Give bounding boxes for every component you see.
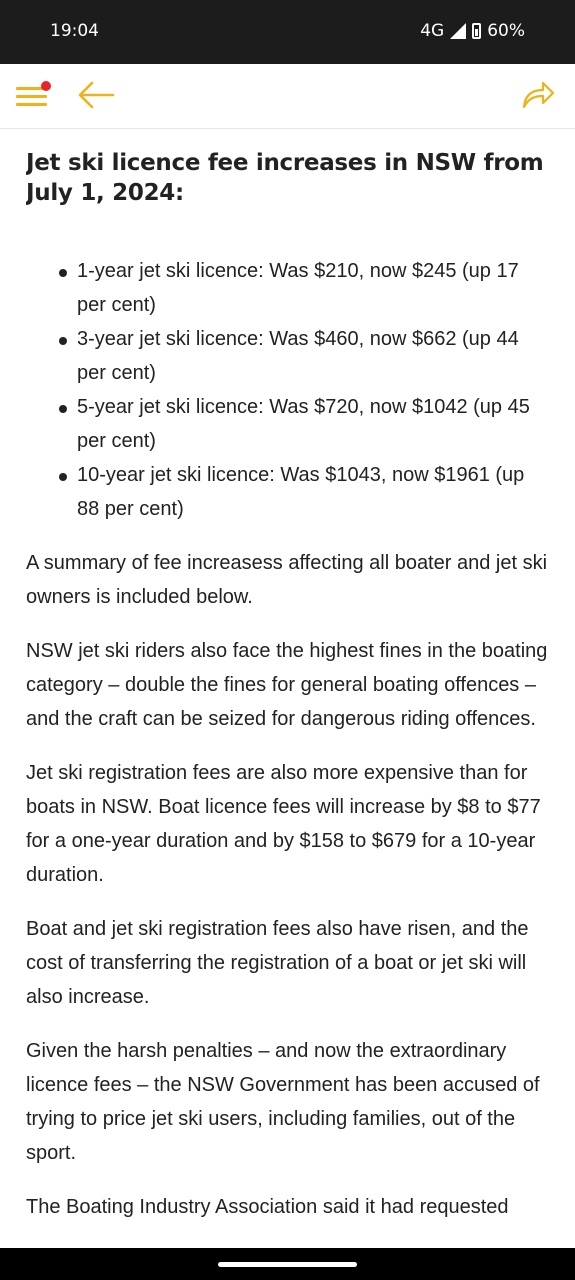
list-item: 1-year jet ski licence: Was $210, now $245 (up 17 per cent)	[77, 254, 550, 322]
status-bar	[0, 0, 575, 64]
list-item: 3-year jet ski licence: Was $460, now $662 (up 44 per cent)	[77, 322, 550, 390]
paragraph: NSW jet ski riders also face the highest fines in the boating category – double the fines for general boating offences – and the craft can be seized for dangerous riding offences.	[26, 640, 548, 730]
navigation-bar	[0, 1248, 575, 1280]
hamburger-line	[16, 95, 47, 98]
list-item: 10-year jet ski licence: Was $1043, now $1961 (up 88 per cent)	[77, 458, 550, 526]
status-indicators	[420, 21, 525, 41]
menu-button[interactable]	[16, 80, 48, 112]
list-item: 5-year jet ski licence: Was $720, now $1042 (up 45 per cent)	[77, 390, 550, 458]
article-body	[26, 148, 550, 1248]
share-arrow-icon	[521, 80, 555, 110]
paragraph: A summary of fee increasess affecting all boater and jet ski owners is included below.	[26, 552, 548, 608]
battery-level: 60%	[487, 21, 525, 41]
article-heading: Jet ski licence fee increases in NSW from July 1, 2024:	[26, 150, 544, 206]
paragraph: Boat and jet ski registration fees also have risen, and the cost of transferring the registration of a boat or jet ski will also increase.	[26, 918, 529, 1008]
hamburger-line	[16, 103, 47, 106]
signal-icon	[450, 23, 466, 39]
status-time: 19:04	[50, 21, 99, 41]
paragraph: The Boating Industry Association said it had requested	[26, 1196, 509, 1218]
paragraph: Given the harsh penalties – and now the extraordinary licence fees – the NSW Government has been accused of trying to price jet ski users, including families, out of the sport.	[26, 1040, 540, 1164]
paragraph: Jet ski registration fees are also more expensive than for boats in NSW. Boat licence fees will increase by $8 to $77 for a one-year duration and by $158 to $679 for a 10-year duration.	[26, 762, 541, 886]
battery-icon	[472, 23, 481, 39]
arrow-left-icon	[76, 78, 116, 112]
notification-dot	[41, 81, 51, 91]
fee-list	[26, 254, 550, 526]
back-button[interactable]	[76, 78, 116, 117]
share-button[interactable]	[521, 80, 555, 115]
home-indicator[interactable]	[218, 1262, 357, 1267]
network-type: 4G	[420, 21, 445, 41]
